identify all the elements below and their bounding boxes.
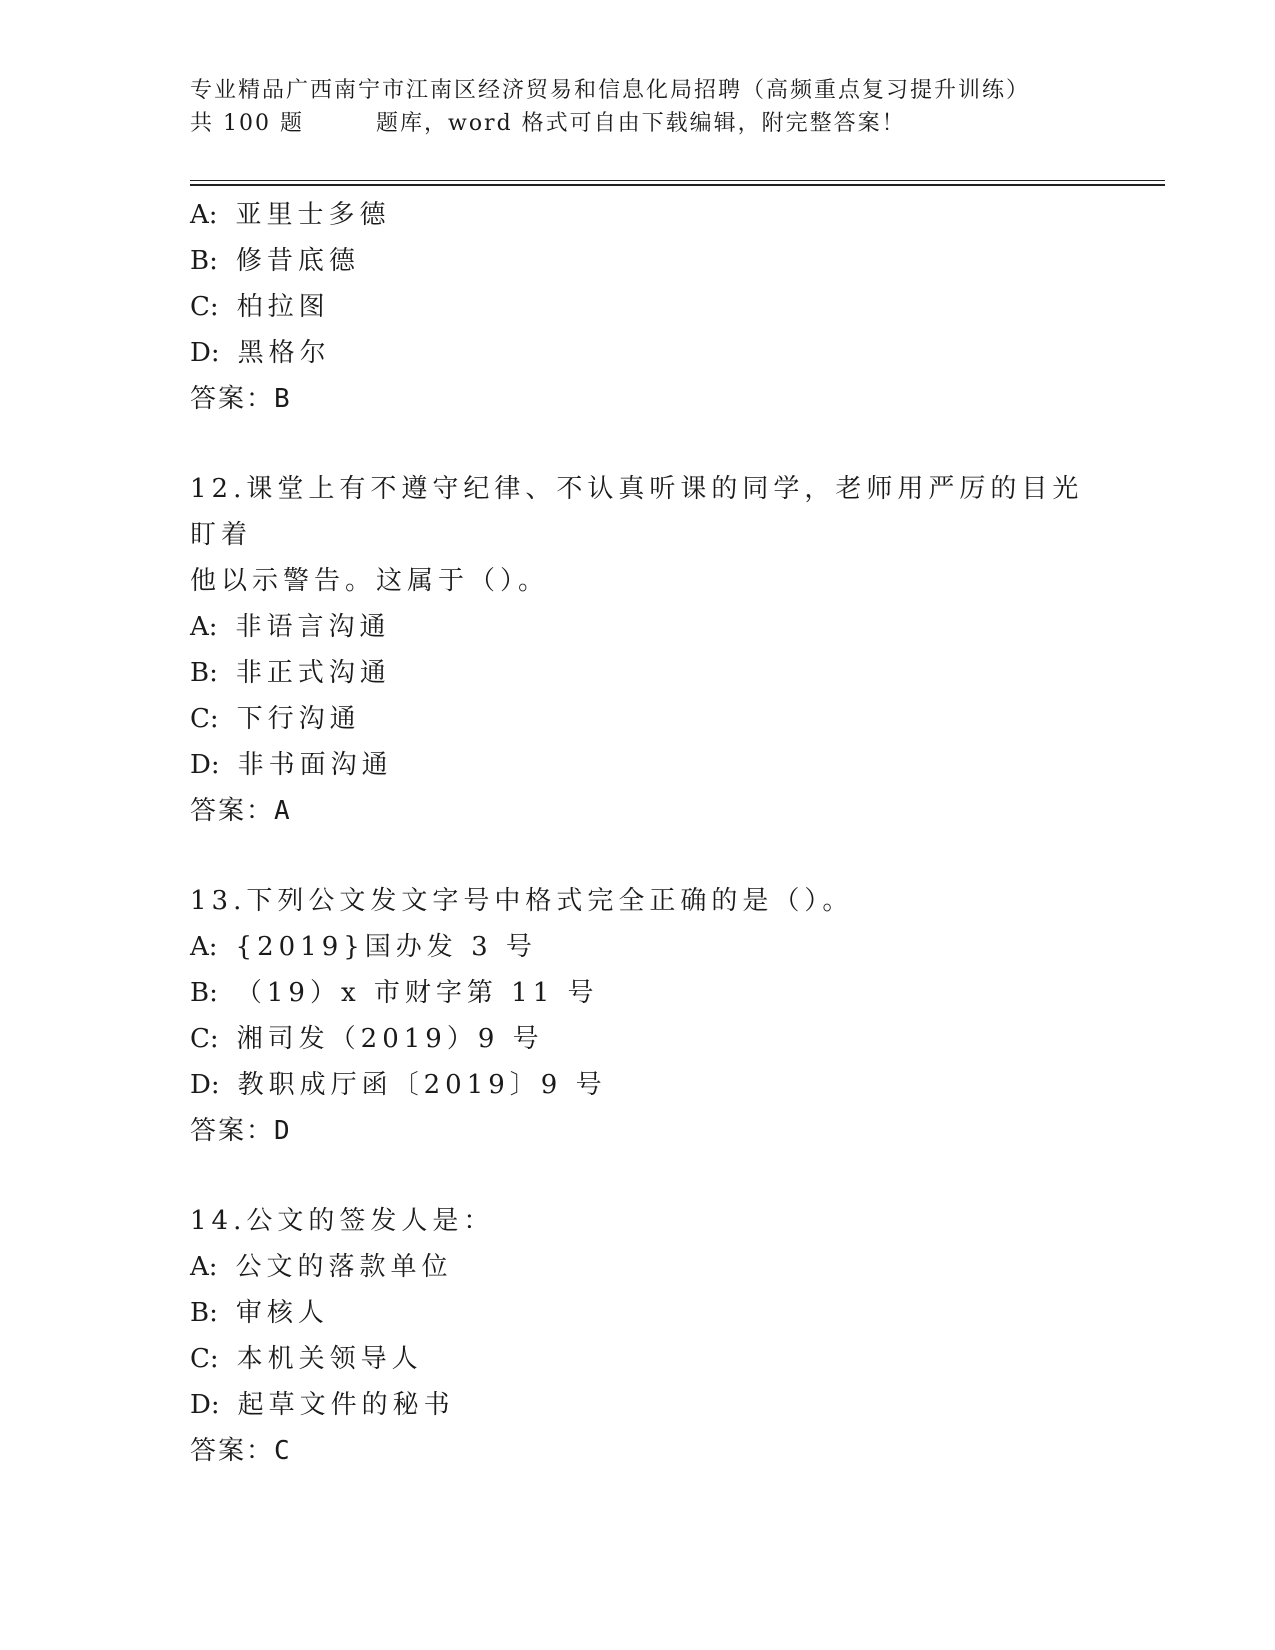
option-text: 湘司发（2019）9 号 <box>236 1024 544 1054</box>
option-row <box>190 1290 1090 1336</box>
option-row <box>190 1382 1090 1428</box>
option-text: 修昔底德 <box>235 246 360 276</box>
question-block <box>190 834 1090 1154</box>
option-row <box>190 284 1090 330</box>
answer-label: 答案： <box>190 1116 275 1146</box>
option-text: 非语言沟通 <box>235 612 391 642</box>
option-text: 非正式沟通 <box>235 658 391 688</box>
option-text: 本机关领导人 <box>236 1344 423 1374</box>
option-letter: A: <box>190 200 218 230</box>
answer-line <box>190 788 1090 834</box>
option-text: 公文的落款单位 <box>235 1252 453 1282</box>
question-block <box>190 422 1090 834</box>
option-row <box>190 970 1090 1016</box>
option-row <box>190 604 1090 650</box>
option-letter: C: <box>190 1024 219 1054</box>
answer-label: 答案： <box>190 384 275 414</box>
option-letter: C: <box>190 704 219 734</box>
option-text: 起草文件的秘书 <box>237 1390 455 1420</box>
option-text: 非书面沟通 <box>237 750 393 780</box>
question-list <box>190 192 1090 1474</box>
question-count: 共 100 题 <box>190 111 304 136</box>
option-row <box>190 742 1090 788</box>
option-row <box>190 1244 1090 1290</box>
header-subtitle <box>190 107 1030 140</box>
option-text: 下行沟通 <box>236 704 361 734</box>
option-letter: B: <box>190 246 218 276</box>
option-letter: B: <box>190 1298 218 1328</box>
question-stem-line: 12.课堂上有不遵守纪律、不认真听课的同学，老师用严厉的目光盯着 <box>190 474 1084 550</box>
option-row <box>190 1336 1090 1382</box>
answer-label: 答案： <box>190 796 275 826</box>
option-letter: D: <box>190 1070 220 1100</box>
option-text: 黑格尔 <box>237 338 331 368</box>
option-letter: A: <box>190 612 218 642</box>
option-row <box>190 924 1090 970</box>
option-row <box>190 650 1090 696</box>
document-header <box>190 74 1030 140</box>
option-letter: B: <box>190 978 218 1008</box>
option-text: {2019}国办发 3 号 <box>235 932 537 962</box>
question-stem-line: 14.公文的签发人是： <box>190 1206 495 1236</box>
option-row <box>190 1016 1090 1062</box>
option-text: 教职成厅函〔2019〕9 号 <box>237 1070 607 1100</box>
option-text: （19）x 市财字第 11 号 <box>235 978 599 1008</box>
answer-value: D <box>274 1116 292 1146</box>
option-row <box>190 1062 1090 1108</box>
option-row <box>190 696 1090 742</box>
header-title: 专业精品广西南宁市江南区经济贸易和信息化局招聘（高频重点复习提升训练） <box>190 78 1031 103</box>
option-letter: C: <box>190 1344 219 1374</box>
option-row <box>190 330 1090 376</box>
question-stem-line: 13.下列公文发文字号中格式完全正确的是（）。 <box>190 886 854 916</box>
option-text: 亚里士多德 <box>235 200 391 230</box>
answer-line <box>190 376 1090 422</box>
option-letter: B: <box>190 658 218 688</box>
block-spacer <box>190 834 1090 878</box>
option-row <box>190 192 1090 238</box>
option-row <box>190 238 1090 284</box>
question-stem-line: 他以示警告。这属于（）。 <box>190 566 550 596</box>
answer-value: A <box>274 796 292 826</box>
option-letter: D: <box>190 1390 220 1420</box>
option-text: 审核人 <box>235 1298 329 1328</box>
option-letter: A: <box>190 932 218 962</box>
header-divider-thin <box>190 180 1165 181</box>
option-letter: A: <box>190 1252 218 1282</box>
option-text: 柏拉图 <box>236 292 330 322</box>
option-letter: C: <box>190 292 219 322</box>
answer-value: C <box>274 1436 292 1466</box>
answer-label: 答案： <box>190 1436 275 1466</box>
option-letter: D: <box>190 338 220 368</box>
question-block <box>190 192 1090 422</box>
answer-line <box>190 1108 1090 1154</box>
header-divider-thick <box>190 184 1165 186</box>
block-spacer <box>190 422 1090 466</box>
question-block <box>190 1154 1090 1474</box>
block-spacer <box>190 1154 1090 1198</box>
answer-line <box>190 1428 1090 1474</box>
header-description: 题库，word 格式可自由下载编辑，附完整答案！ <box>375 111 906 136</box>
option-letter: D: <box>190 750 220 780</box>
answer-value: B <box>274 384 292 414</box>
